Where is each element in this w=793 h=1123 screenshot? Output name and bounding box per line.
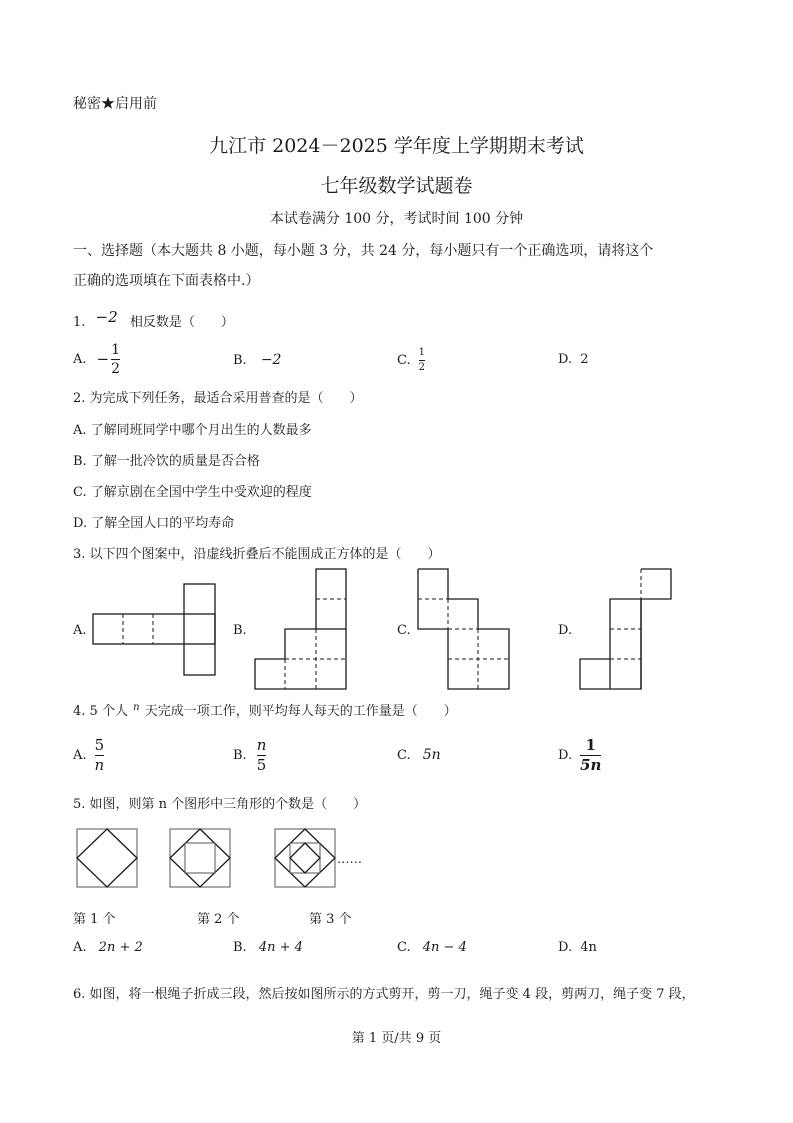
exam-title: 九江市 2024－2025 学年度上学期期末考试 bbox=[209, 135, 584, 157]
denominator: 5 bbox=[256, 755, 267, 774]
q2-option-b[interactable]: B. 了解一批冷饮的质量是否合格 bbox=[73, 454, 260, 469]
option-label: D. bbox=[558, 352, 573, 367]
question-number: 1. bbox=[73, 315, 86, 330]
question-6-stem: 6. 如图，将一根绳子折成三段，然后按如图所示的方式剪开，剪一刀，绳子变 4 段，剪两刀，绳子变 7 段， bbox=[73, 987, 695, 1002]
q3-option-a-label[interactable]: A. bbox=[73, 623, 87, 638]
exam-subject-title: 七年级数学试题卷 bbox=[320, 175, 473, 197]
q3-option-d-label[interactable]: D. bbox=[558, 623, 573, 638]
option-label: B. bbox=[233, 940, 247, 955]
q4-variable: n bbox=[133, 702, 140, 713]
pattern-figure-1 bbox=[77, 829, 137, 887]
option-label: B. bbox=[233, 747, 247, 763]
option-value: 5n bbox=[422, 747, 441, 763]
option-label: A. bbox=[73, 351, 87, 367]
pattern-ellipsis: …… bbox=[337, 851, 362, 866]
question-3-stem: 3. 以下四个图案中，沿虚线折叠后不能围成正方体的是（ ） bbox=[73, 547, 441, 562]
option-label: B. bbox=[233, 353, 247, 368]
option-label: A. bbox=[73, 940, 87, 955]
q3-option-c-label[interactable]: C. bbox=[397, 623, 411, 638]
option-label: A. bbox=[73, 747, 87, 763]
q1-expression: −2 bbox=[95, 308, 118, 326]
secret-label: 秘密★启用前 bbox=[73, 96, 157, 112]
denominator: 5n bbox=[580, 755, 602, 774]
minus-sign: − bbox=[96, 350, 110, 368]
option-label: C. bbox=[397, 940, 411, 955]
option-label: C. bbox=[397, 748, 411, 763]
q5-option-c[interactable] bbox=[397, 940, 467, 955]
pattern-figure-3 bbox=[275, 829, 335, 887]
figure-1-caption: 第 1 个 bbox=[73, 912, 116, 927]
section-heading-cont: 正确的选项填在下面表格中.） bbox=[73, 273, 260, 289]
denominator: 2 bbox=[418, 361, 425, 373]
q2-option-c[interactable]: C. 了解京剧在全国中学生中受欢迎的程度 bbox=[73, 485, 312, 500]
q5-option-b[interactable] bbox=[233, 940, 303, 955]
option-value: −2 bbox=[260, 352, 282, 368]
q1-text: 相反数是（ ） bbox=[129, 315, 234, 330]
figure-2-caption: 第 2 个 bbox=[197, 912, 240, 927]
option-value: 2n + 2 bbox=[98, 940, 143, 955]
option-value: 4n + 4 bbox=[258, 940, 303, 955]
numerator: 5 bbox=[94, 735, 105, 754]
option-value: 4n bbox=[580, 940, 597, 955]
numerator: n bbox=[256, 735, 267, 754]
option-label: D. bbox=[558, 747, 573, 763]
exam-info: 本试卷满分 100 分，考试时间 100 分钟 bbox=[269, 211, 524, 227]
q2-option-d[interactable]: D. 了解全国人口的平均寿命 bbox=[73, 516, 235, 531]
option-label: C. bbox=[397, 352, 411, 368]
numerator: 1 bbox=[418, 346, 425, 358]
numerator: 1 bbox=[111, 341, 121, 358]
figure-3-caption: 第 3 个 bbox=[309, 912, 352, 927]
q2-option-a[interactable]: A. 了解同班同学中哪个月出生的人数最多 bbox=[73, 423, 312, 438]
page-number: 第 1 页/共 9 页 bbox=[351, 1031, 442, 1046]
question-5-stem: 5. 如图，则第 n 个图形中三角形的个数是（ ） bbox=[73, 797, 367, 812]
denominator: n bbox=[94, 755, 105, 774]
numerator: 1 bbox=[585, 735, 596, 754]
section-heading: 一、选择题（本大题共 8 小题，每小题 3 分，共 24 分，每小题只有一个正确选项，请将这个 bbox=[73, 243, 654, 259]
pattern-figure-2 bbox=[170, 829, 230, 887]
q3-option-b-label[interactable]: B. bbox=[233, 623, 247, 638]
option-value: 4n − 4 bbox=[422, 940, 467, 955]
option-label: D. bbox=[558, 940, 573, 955]
denominator: 2 bbox=[111, 360, 121, 377]
q5-option-a[interactable] bbox=[73, 940, 143, 955]
q4-text-post: 天完成一项工作，则平均每人每天的工作量是（ ） bbox=[144, 704, 457, 719]
option-value: 2 bbox=[580, 352, 589, 367]
q5-option-d[interactable] bbox=[558, 940, 597, 955]
question-2-stem: 2. 为完成下列任务，最适合采用普查的是（ ） bbox=[73, 391, 363, 406]
q4-text-pre: 4. 5 个人 bbox=[73, 704, 128, 719]
